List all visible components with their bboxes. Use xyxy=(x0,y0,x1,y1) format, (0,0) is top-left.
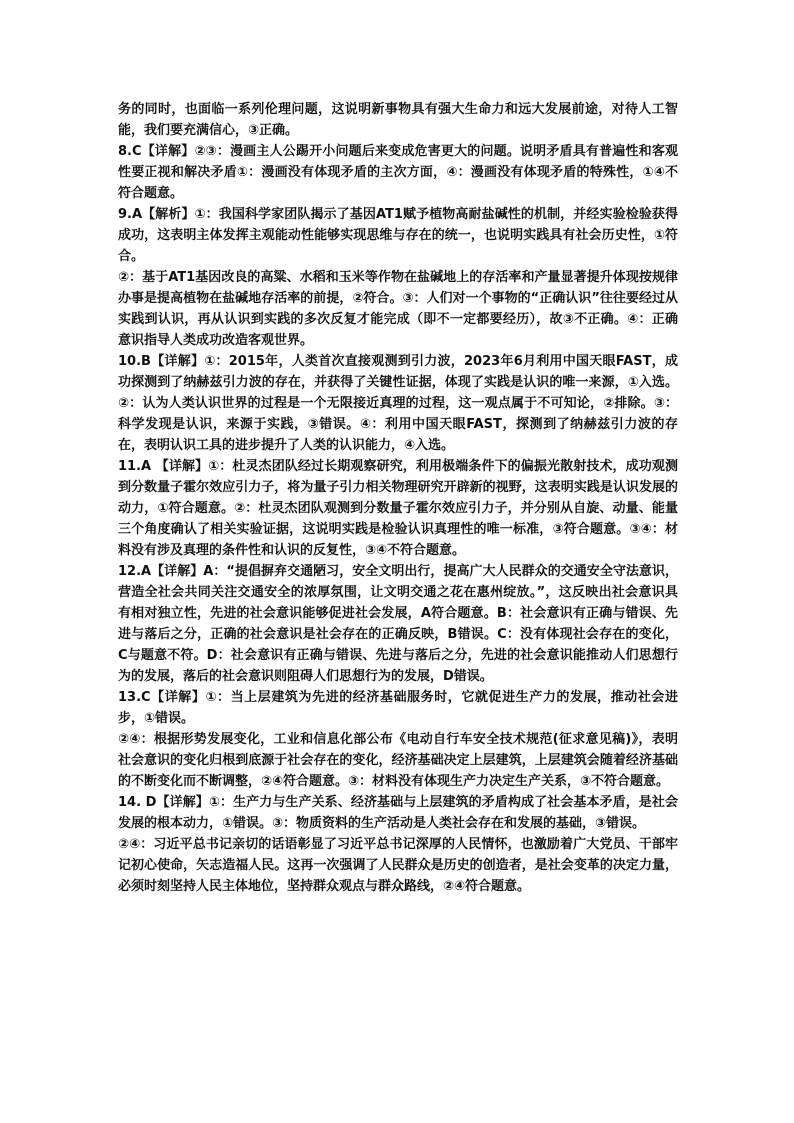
answer-text: 务的同时，也面临一系列伦理问题，这说明新事物具有强大生命力和远大发展前途，对待人工智能，我们要充满信心，③正确。 xyxy=(118,102,678,138)
paragraph-continuation-7 xyxy=(118,99,678,141)
paragraph-answer-12 xyxy=(118,561,678,687)
paragraph-answer-9-cont xyxy=(118,267,678,351)
answer-number: 11.A xyxy=(118,459,152,474)
paragraph-answer-10 xyxy=(118,351,678,456)
paragraph-answer-8 xyxy=(118,141,678,204)
paragraph-answer-14-cont xyxy=(118,834,678,897)
paragraph-answer-13-cont xyxy=(118,729,678,792)
answer-text: 【详解】①：当上层建筑为先进的经济基础服务时，它就促进生产力的发展，推动社会进步，①错误。 xyxy=(118,690,678,726)
answer-text: 【详解】①：杜灵杰团队经过长期观察研究，利用极端条件下的偏振光散射技术，成功观测到分数量子霍尔效应引力子，将为量子引力相关物理研究开辟新的视野，这表明实践是认识发展的动力，①符合题意。②：杜灵杰团队观测到分数量子霍尔效应引力子，并分别从自旋、动量、能量三个角度确认了相关实验证据，这说明实践是检验认识真理性的唯一标准，③符合题意。③④：材料没有涉及真理的条件性和认识的反复性，③④不符合题意。 xyxy=(118,459,678,558)
answer-text: 【解析】①：我国科学家团队揭示了基因AT1赋予植物高耐盐碱性的机制，并经实验检验获得成功，这表明主体发挥主观能动性能够实现思维与存在的统一，也说明实践具有社会历史性，①符合。 xyxy=(118,207,678,264)
answer-text: ②④：习近平总书记亲切的话语彰显了习近平总书记深厚的人民情怀，也激励着广大党员、干部牢记初心使命，矢志造福人民。这再一次强调了人民群众是历史的创造者，是社会变革的决定力量，必须时刻坚持人民主体地位，坚持群众观点与群众路线，②④符合题意。 xyxy=(118,837,678,894)
paragraph-answer-13 xyxy=(118,687,678,729)
answer-number: 10.B xyxy=(118,354,151,369)
answer-text: ②④：根据形势发展变化，工业和信息化部公布《电动自行车安全技术规范(征求意见稿)》，表明社会意识的变化归根到底源于社会存在的变化，经济基础决定上层建筑，上层建筑会随着经济基础的不断变化而不断调整，②④符合题意。③：材料没有体现生产力决定生产关系，③不符合题意。 xyxy=(118,732,678,789)
answer-number: 14. D xyxy=(118,795,157,810)
document-page xyxy=(118,99,678,897)
answer-text: 【详解】②③：漫画主人公踢开小问题后来变成危害更大的问题。说明矛盾具有普遍性和客观性要正视和解决矛盾①：漫画没有体现矛盾的主次方面，④：漫画没有体现矛盾的特殊性，①④不符合题意。 xyxy=(118,144,678,201)
paragraph-answer-11 xyxy=(118,456,678,561)
answer-text: ②：基于AT1基因改良的高粱、水稻和玉米等作物在盐碱地上的存活率和产量显著提升体现按规律办事是提高植物在盐碱地存活率的前提，②符合。③：人们对一个事物的“正确认识”往往要经过从实践到认识，再从认识到实践的多次反复才能完成（即不一定都要经历），故③不正确。④：正确意识指导人类成功改造客观世界。 xyxy=(118,270,678,348)
answer-number: 9.A xyxy=(118,207,143,222)
answer-text: 【详解】A：“提倡摒弃交通陋习，安全文明出行，提高广大人民群众的交通安全守法意识，营造全社会共同关注交通安全的浓厚氛围，让文明交通之花在惠州绽放。”，这反映出社会意识具有相对独立性，先进的社会意识能够促进社会发展，A符合题意。B：社会意识有正确与错误、先进与落后之分，正确的社会意识是社会存在的正确反映，B错误。C：没有体现社会存在的变化，C与题意不符。D：社会意识有正确与错误、先进与落后之分，先进的社会意识能推动人们思想行为的发展，落后的社会意识则阻碍人们思想行为的发展，D错误。 xyxy=(118,564,678,684)
answer-number: 13.C xyxy=(118,690,151,705)
answer-text: 【详解】①：生产力与生产关系、经济基础与上层建筑的矛盾构成了社会基本矛盾，是社会发展的根本动力，①错误。③：物质资料的生产活动是人类社会存在和发展的基础，③错误。 xyxy=(118,795,678,831)
answer-number: 12.A xyxy=(118,564,152,579)
answer-text: 【详解】①：2015年，人类首次直接观测到引力波，2023年6月利用中国天眼FAST，成功探测到了纳赫兹引力波的存在，并获得了关键性证据，体现了实践是认识的唯一来源，①入选。②：认为人类认识世界的过程是一个无限接近真理的过程，这一观点属于不可知论，②排除。③：科学发现是认识，来源于实践，③错误。④：利用中国天眼FAST，探测到了纳赫兹引力波的存在，表明认识工具的进步提升了人类的认识能力，④入选。 xyxy=(118,354,678,453)
paragraph-answer-9 xyxy=(118,204,678,267)
paragraph-answer-14 xyxy=(118,792,678,834)
answer-number: 8.C xyxy=(118,144,142,159)
